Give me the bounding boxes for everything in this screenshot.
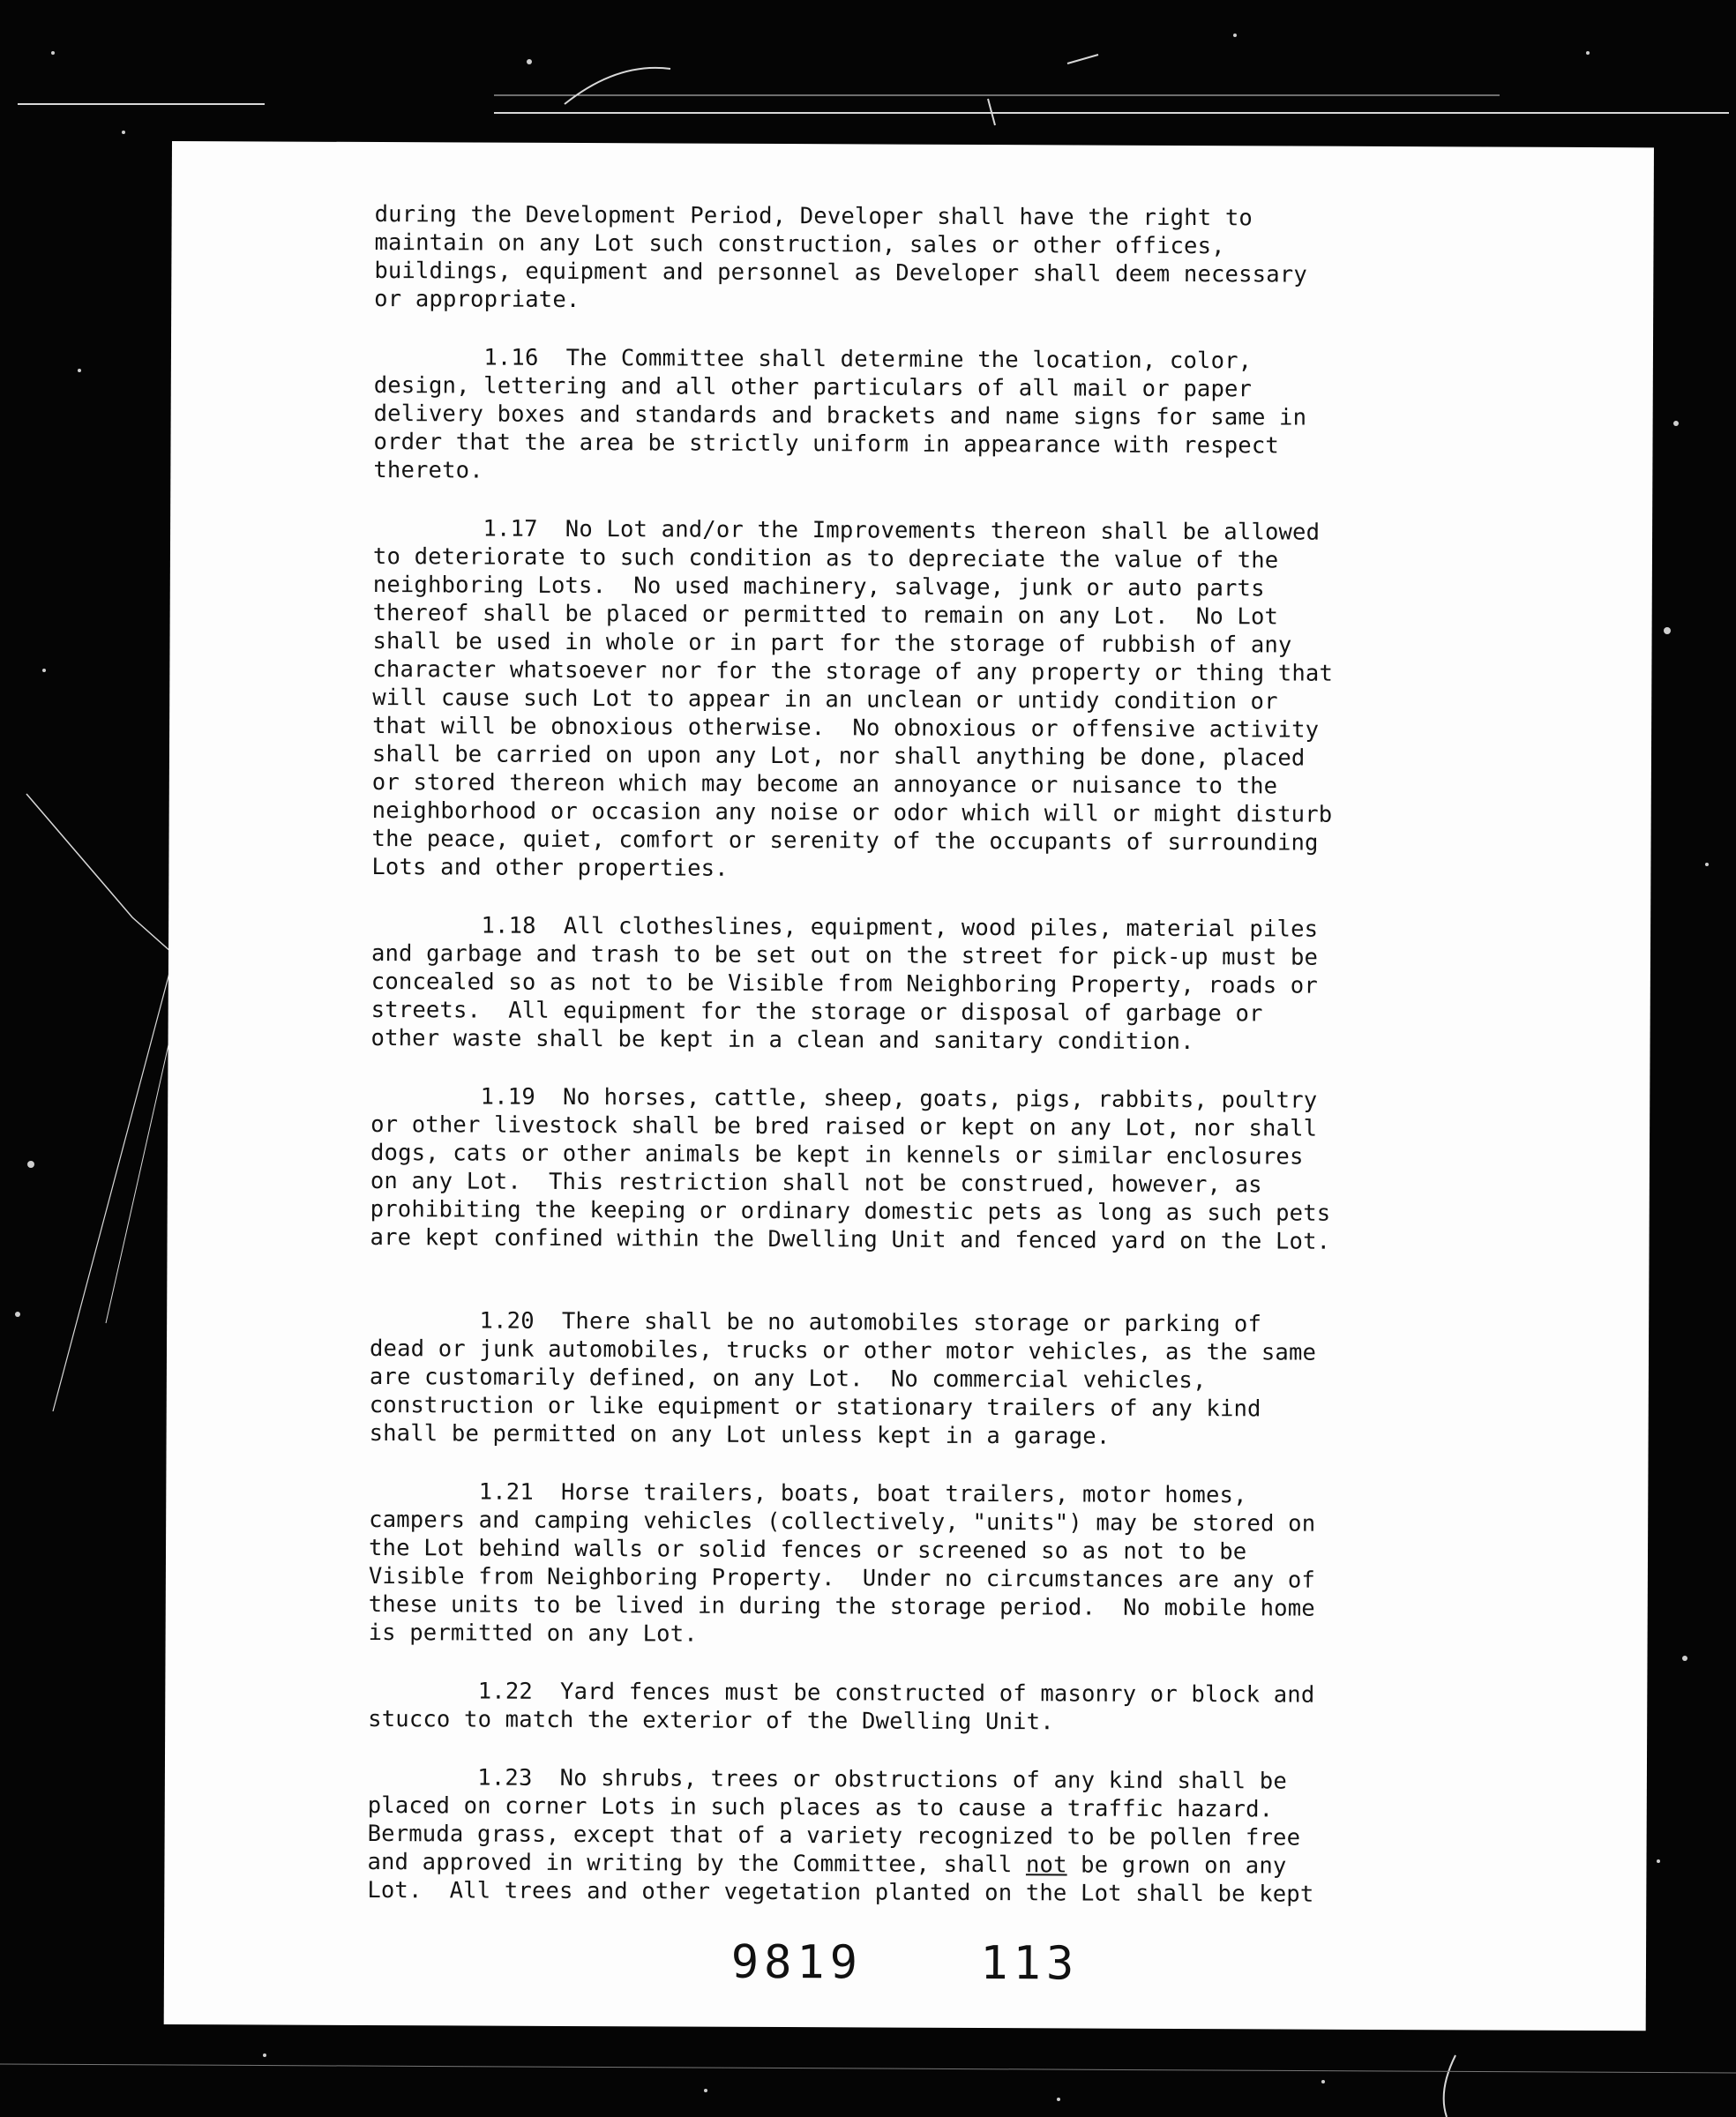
line-text: is permitted on any Lot. bbox=[368, 1619, 698, 1648]
line-text: Lots and other properties. bbox=[371, 853, 729, 882]
text-line bbox=[368, 1705, 1576, 1739]
line-text: Bermuda grass, except that of a variety recognized to be pollen free bbox=[367, 1820, 1301, 1851]
line-text: streets. All equipment for the storage or disposal of garbage or bbox=[370, 996, 1263, 1028]
line-text: design, lettering and all other particulars of all mail or paper bbox=[373, 372, 1253, 403]
line-text: 1.22 Yard fences must be constructed of masonry or block and bbox=[368, 1677, 1315, 1709]
line-text: are customarily defined, on any Lot. No commercial vehicles, bbox=[369, 1363, 1207, 1395]
line-text: neighboring Lots. No used machinery, salvage, junk or auto parts bbox=[372, 571, 1265, 602]
line-text: thereto. bbox=[373, 457, 483, 484]
text-line bbox=[374, 285, 1583, 318]
text-line bbox=[370, 1419, 1578, 1453]
emphasis-word: not bbox=[1025, 1851, 1067, 1879]
line-text: that will be obnoxious otherwise. No obnoxious or offensive activity bbox=[372, 712, 1320, 744]
line-text: will cause such Lot to appear in an unclean or untidy condition or bbox=[372, 684, 1278, 715]
text-line bbox=[371, 853, 1580, 886]
line-text: 1.23 No shrubs, trees or obstructions of any kind shall be bbox=[367, 1763, 1287, 1795]
text-line bbox=[369, 1619, 1577, 1652]
text-line bbox=[370, 1024, 1579, 1058]
text-line bbox=[373, 428, 1582, 461]
line-text: Visible from Neighboring Property. Under no circumstances are any of bbox=[368, 1562, 1316, 1594]
paragraph bbox=[371, 514, 1582, 886]
line-text: campers and camping vehicles (collectively, "units") may be stored on bbox=[369, 1506, 1316, 1537]
line-text: concealed so as not to be Visible from Neighboring Property, roads or bbox=[370, 968, 1319, 999]
line-text: stucco to match the exterior of the Dwelling Unit. bbox=[368, 1705, 1054, 1736]
line-text: to deteriorate to such condition as to depreciate the value of the bbox=[372, 542, 1279, 574]
line-text: construction or like equipment or stationary trailers of any kind bbox=[369, 1391, 1261, 1423]
line-text: dogs, cats or other animals be kept in kennels or similar enclosures bbox=[370, 1139, 1304, 1171]
line-text: these units to be lived in during the storage period. No mobile home bbox=[368, 1590, 1315, 1622]
line-text: placed on corner Lots in such places as to cause a traffic hazard. bbox=[367, 1792, 1274, 1823]
document-page bbox=[164, 141, 1654, 2031]
paragraph bbox=[368, 1677, 1576, 1739]
line-text: delivery boxes and standards and brackets and name signs for same in bbox=[373, 400, 1307, 431]
line-text: shall be carried on upon any Lot, nor shall anything be done, placed bbox=[371, 740, 1306, 772]
paragraph bbox=[370, 1082, 1580, 1257]
page-folio bbox=[164, 1934, 1646, 1993]
paragraph bbox=[367, 1763, 1576, 1910]
paragraph bbox=[370, 1306, 1579, 1453]
line-text: during the Development Period, Developer shall have the right to bbox=[374, 201, 1253, 232]
paragraph bbox=[370, 911, 1580, 1058]
line-text: order that the area be strictly uniform in appearance with respect bbox=[373, 429, 1280, 460]
line-text: on any Lot. This restriction shall not be construed, however, as bbox=[370, 1167, 1262, 1199]
line-text: dead or junk automobiles, trucks or other motor vehicles, as the same bbox=[369, 1335, 1317, 1366]
line-text: shall be permitted on any Lot unless kept in a garage. bbox=[369, 1419, 1111, 1450]
line-text: and approved in writing by the Committee, shall bbox=[367, 1848, 1027, 1879]
line-text: buildings, equipment and personnel as Developer shall deem necessary bbox=[374, 258, 1307, 288]
line-text: or stored thereon which may become an annoyance or nuisance to the bbox=[371, 768, 1278, 800]
text-line bbox=[367, 1876, 1575, 1910]
text-line bbox=[373, 456, 1582, 490]
line-text: neighborhood or occasion any noise or odor which will or might disturb bbox=[371, 797, 1333, 828]
line-text: thereof shall be placed or permitted to remain on any Lot. No Lot bbox=[372, 599, 1279, 631]
line-text: or appropriate. bbox=[374, 286, 580, 314]
line-text: Lot. All trees and other vegetation planted on the Lot shall be kept bbox=[367, 1876, 1314, 1908]
line-text: 1.21 Horse trailers, boats, boat trailers, motor homes, bbox=[369, 1477, 1247, 1509]
line-text: or other livestock shall be bred raised or kept on any Lot, nor shall bbox=[370, 1111, 1318, 1142]
line-text: the peace, quiet, comfort or serenity of the occupants of surrounding bbox=[371, 825, 1319, 857]
folio-book-number: 9819 bbox=[730, 1935, 864, 1990]
line-text: and garbage and trash to be set out on the street for pick-up must be bbox=[370, 939, 1319, 971]
line-text: shall be used in whole or in part for the storage of rubbish of any bbox=[372, 627, 1292, 659]
line-text: 1.17 No Lot and/or the Improvements thereon shall be allowed bbox=[373, 514, 1321, 546]
line-text: the Lot behind walls or solid fences or screened so as not to be bbox=[368, 1534, 1247, 1566]
line-text: maintain on any Lot such construction, sales or other offices, bbox=[374, 229, 1225, 260]
line-text: are kept confined within the Dwelling Unit and fenced yard on the Lot. bbox=[370, 1223, 1331, 1255]
paragraph bbox=[369, 1477, 1578, 1652]
line-text: 1.18 All clotheslines, equipment, wood piles, material piles bbox=[371, 911, 1319, 943]
line-text: prohibiting the keeping or ordinary domestic pets as long as such pets bbox=[370, 1195, 1331, 1227]
line-text: 1.20 There shall be no automobiles storage or parking of bbox=[370, 1306, 1262, 1338]
paragraph bbox=[374, 200, 1583, 318]
line-text: other waste shall be kept in a clean and sanitary condition. bbox=[370, 1024, 1194, 1056]
document-body bbox=[367, 200, 1583, 1940]
line-text: 1.19 No horses, cattle, sheep, goats, pigs, rabbits, poultry bbox=[370, 1082, 1318, 1114]
line-text-tail: be grown on any bbox=[1066, 1851, 1287, 1880]
line-text: 1.16 The Committee shall determine the location, color, bbox=[373, 344, 1253, 375]
text-line bbox=[370, 1223, 1579, 1257]
paragraph bbox=[373, 343, 1583, 490]
line-text: character whatsoever nor for the storage of any property or thing that bbox=[372, 655, 1334, 687]
folio-page-number: 113 bbox=[980, 1937, 1080, 1991]
